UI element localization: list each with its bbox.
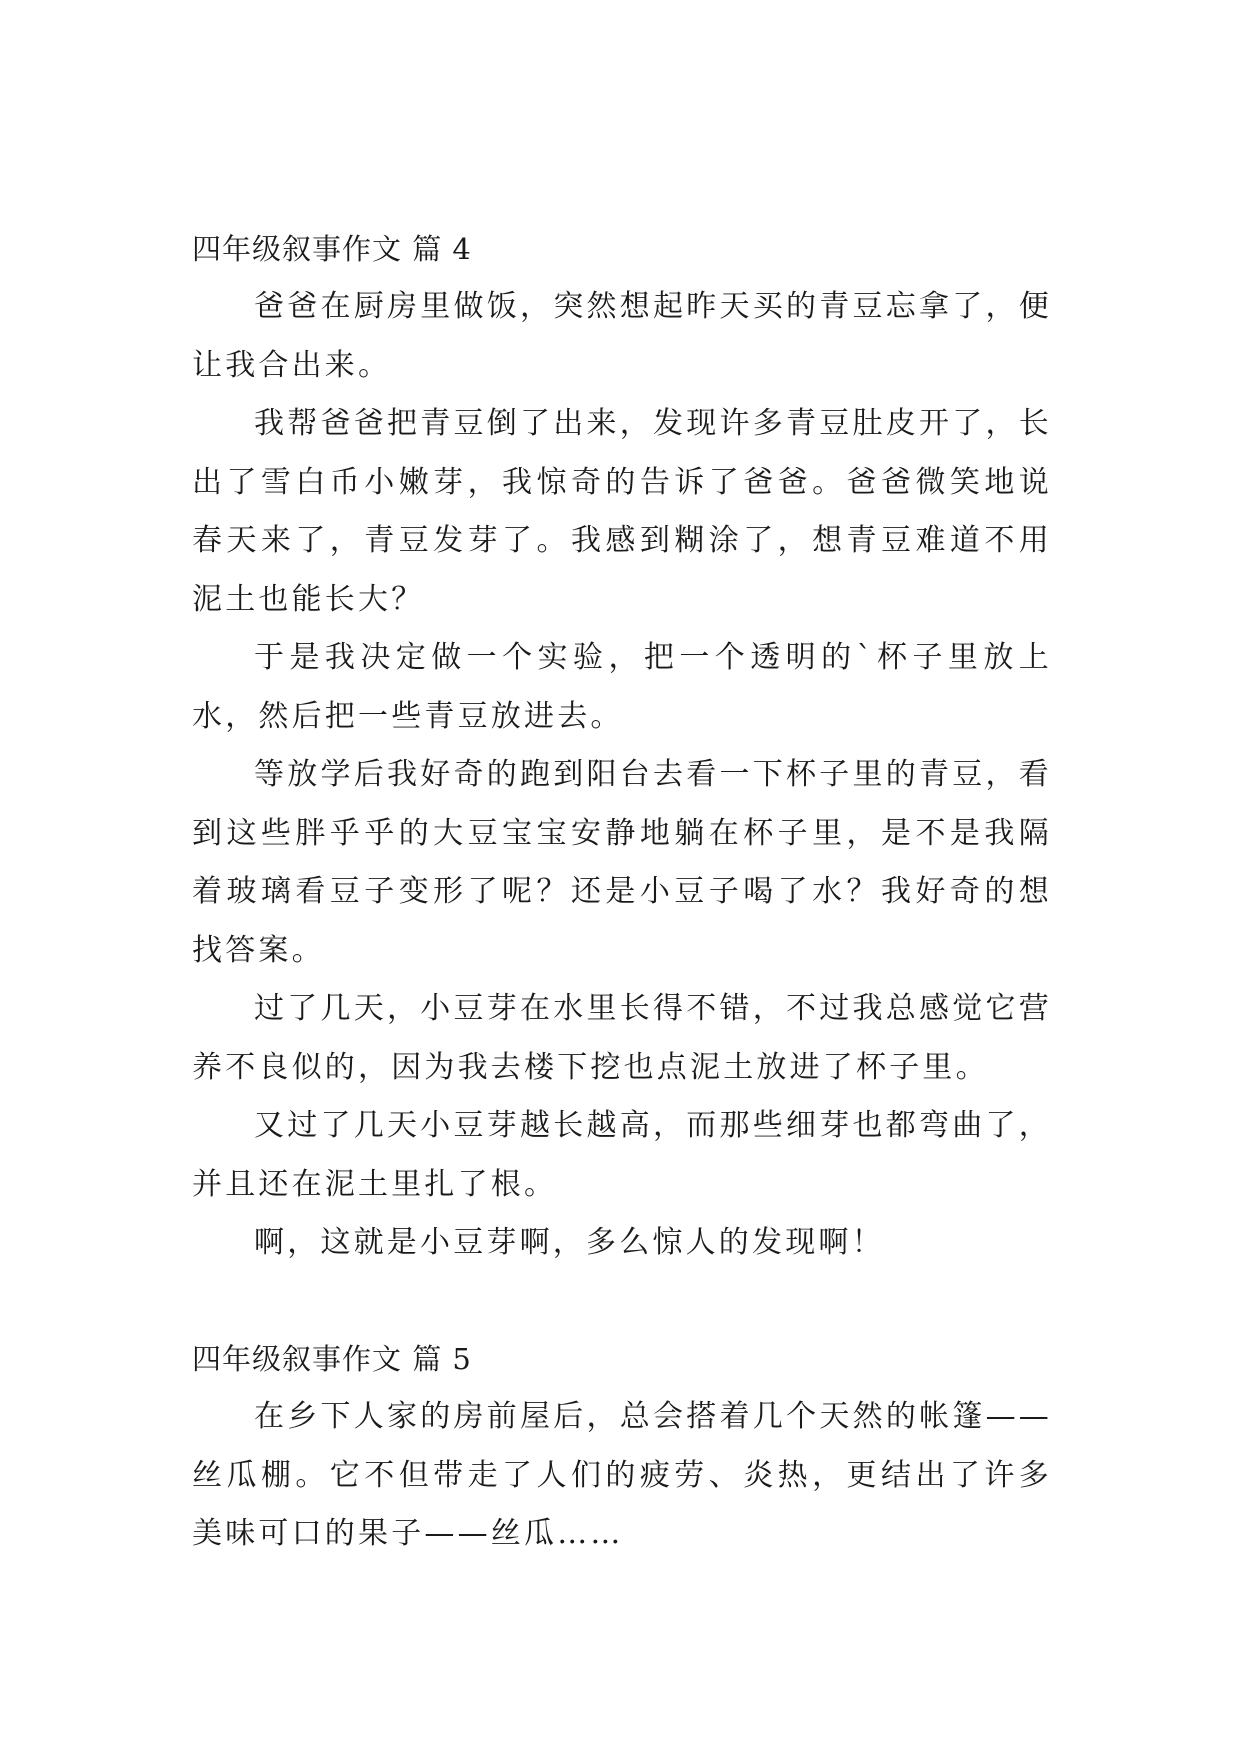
paragraph: 在乡下人家的房前屋后，总会搭着几个天然的帐篷——丝瓜棚。它不但带走了人们的疲劳、炎热，更结出了许多美味可口的果子——丝瓜……	[192, 1399, 1052, 1551]
paragraph: 等放学后我好奇的跑到阳台去看一下杯子里的青豆，看到这些胖乎乎的大豆宝宝安静地躺在杯子里，是不是我隔着玻璃看豆子变形了呢？还是小豆子喝了水？我好奇的想找答案。	[192, 757, 1052, 968]
paragraph: 爸爸在厨房里做饭，突然想起昨天买的青豆忘拿了，便让我合出来。	[192, 289, 1052, 383]
essay-section-5	[192, 1330, 1052, 1564]
essay-title: 四年级叙事作文 篇 4	[192, 232, 472, 266]
paragraph: 啊，这就是小豆芽啊，多么惊人的发现啊！	[254, 1225, 885, 1260]
paragraph: 又过了几天小豆芽越长越高，而那些细芽也都弯曲了，并且还在泥土里扎了根。	[192, 1108, 1052, 1202]
essay-section-4	[192, 220, 1052, 1273]
essay-title: 四年级叙事作文 篇 5	[192, 1342, 472, 1376]
paragraph: 我帮爸爸把青豆倒了出来，发现许多青豆肚皮开了，长出了雪白币小嫩芽，我惊奇的告诉了爸爸。爸爸微笑地说春天来了，青豆发芽了。我感到糊涂了，想青豆难道不用泥土也能长大？	[192, 406, 1052, 617]
paragraph: 过了几天，小豆芽在水里长得不错，不过我总感觉它营养不良似的，因为我去楼下挖也点泥土放进了杯子里。	[192, 991, 1052, 1085]
paragraph: 于是我决定做一个实验，把一个透明的`杯子里放上水，然后把一些青豆放进去。	[192, 640, 1052, 734]
